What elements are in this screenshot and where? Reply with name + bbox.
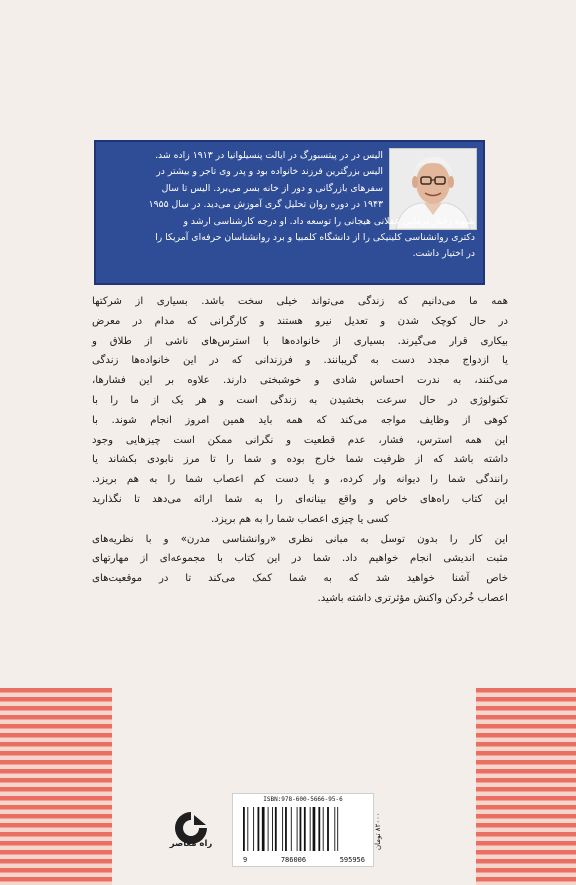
isbn-text: ISBN:978-600-5666-95-6 xyxy=(263,796,343,803)
blurb-line: اعصاب خُردکن واکنش مؤثرتری داشته باشید. xyxy=(317,592,508,604)
blurb-line: این کار را بدون توسل به مبانی نظری «روانشناسی مدرن» و با نظریه‌های xyxy=(92,533,508,545)
barcode-bar xyxy=(268,807,269,851)
barcode-digit-left: 9 xyxy=(243,856,248,864)
barcode-bar xyxy=(300,807,302,851)
barcode-bar xyxy=(313,807,316,851)
author-bio-text xyxy=(104,148,475,263)
blurb-line: می‌کنند، به ندرت احساس شادی و خوشبختی دارند. علاوه بر این فشارها، xyxy=(92,375,508,387)
barcode-bar xyxy=(282,807,283,851)
publisher-name: راه معاصر xyxy=(169,839,213,849)
barcode-digit-mid: 786006 xyxy=(280,856,307,864)
blurb-line: همه ما می‌دانیم که زندگی می‌تواند خیلی سخت باشد. بسیاری از شرکتها xyxy=(92,296,508,307)
author-bio-line: الیس در در پیتسبورگ در ایالت پنسیلوانیا در ۱۹۱۳ زاده شد. xyxy=(155,150,383,161)
barcode-bar xyxy=(304,807,306,851)
blurb-line: کوهی از وظایف مواجه می‌کند که همه باید همین امروز انجام شوند. با xyxy=(92,414,508,426)
barcode-bar xyxy=(247,807,248,851)
barcode xyxy=(232,793,374,867)
author-bio-line: در اختیار داشت. xyxy=(412,248,475,260)
blurb-line: تکنولوژی در حال سرعت بخشیدن به زندگی است و هر یک از ما را با xyxy=(92,394,508,406)
barcode-bars xyxy=(241,807,367,851)
price-label: ۸۲۰۰۰ تومان xyxy=(374,812,382,850)
barcode-bar xyxy=(272,807,273,851)
blurb-line: داشته باشد که از ظرفیت شما خارج بوده و شما را تا مرز نابودی بکشاند یا xyxy=(92,454,508,466)
blurb-line: در حال کوچک شدن و تعدیل نیرو هستند و کارگرانی که مدام در معرض xyxy=(92,315,508,327)
barcode-bar xyxy=(285,807,287,851)
publisher-logo-icon xyxy=(172,800,210,858)
blurb-line: بیکاری قرار می‌گیرند. بسیاری از خانواده‌ها با استرس‌های ناشی از طلاق و xyxy=(92,335,508,347)
barcode-bar xyxy=(318,807,320,851)
barcode-bar xyxy=(291,807,292,851)
barcode-bar xyxy=(334,807,335,851)
blurb-line: این کتاب راه‌های خاص و واقع بینانه‌ای را به شما ارائه می‌دهد تا نگذارید xyxy=(92,493,508,505)
barcode-bar xyxy=(337,807,338,851)
author-bio-line: دکتری روانشناسی کلینیکی را از دانشگاه کلمبیا و برد روانشناسان حرفه‌ای آمریکا را xyxy=(155,232,475,244)
blurb-text xyxy=(92,292,508,609)
blurb-line: کسی یا چیزی اعصاب شما را به هم بریزد. xyxy=(210,513,390,525)
blurb-line: خاص آشنا خواهید شد که به شما کمک می‌کند تا در موقعیت‌های xyxy=(92,573,508,585)
author-bio-line: الیس بزرگترین فرزند خانواده بود و پدر وی تاجر و بیشتر در xyxy=(156,166,383,178)
barcode-bar xyxy=(297,807,298,851)
blurb-line: این همه استرس، فشار، عدم قطعیت و نگرانی ممکن است چیزهایی وجود xyxy=(92,434,508,446)
barcode-digits xyxy=(243,856,365,864)
barcode-bar xyxy=(243,807,245,851)
barcode-bar xyxy=(262,807,265,851)
barcode-digit-right: 595956 xyxy=(339,856,365,864)
barcode-bar xyxy=(253,807,254,851)
author-bio-line: سفرهای بازرگانی و دور از خانه بسر می‌برد. الیس تا سال xyxy=(161,182,383,194)
barcode-bar xyxy=(275,807,277,851)
decorative-stripes-right xyxy=(476,688,576,885)
barcode-bar xyxy=(323,807,324,851)
author-bio-line: شیوه رفتار درمانی عقلانی هیجانی را توسعه داد. او درجه کارشناسی ارشد و xyxy=(183,215,475,227)
decorative-stripes-left xyxy=(0,688,112,885)
author-bio-box xyxy=(94,140,485,285)
barcode-bar xyxy=(327,807,329,851)
barcode-bar xyxy=(310,807,311,851)
blurb-line: مثبت اندیشی انجام خواهیم داد. شما در این کتاب با مجموعه‌ای از مهارتهای xyxy=(92,553,508,565)
blurb-line: یا ازدواج مجدد دست به گریبانند. و فرزندانی که در این خانواده‌ها زندگی xyxy=(92,355,508,367)
author-bio-line: ۱۹۴۳ در دوره روان تحلیل گری آموزش می‌دید. در سال ۱۹۵۵ xyxy=(148,199,383,211)
blurb-line: رانندگی شما را دیوانه وار کرده، و یا دست کم اعصاب شما را به هم بریزد. xyxy=(92,474,508,486)
barcode-bar xyxy=(258,807,260,851)
